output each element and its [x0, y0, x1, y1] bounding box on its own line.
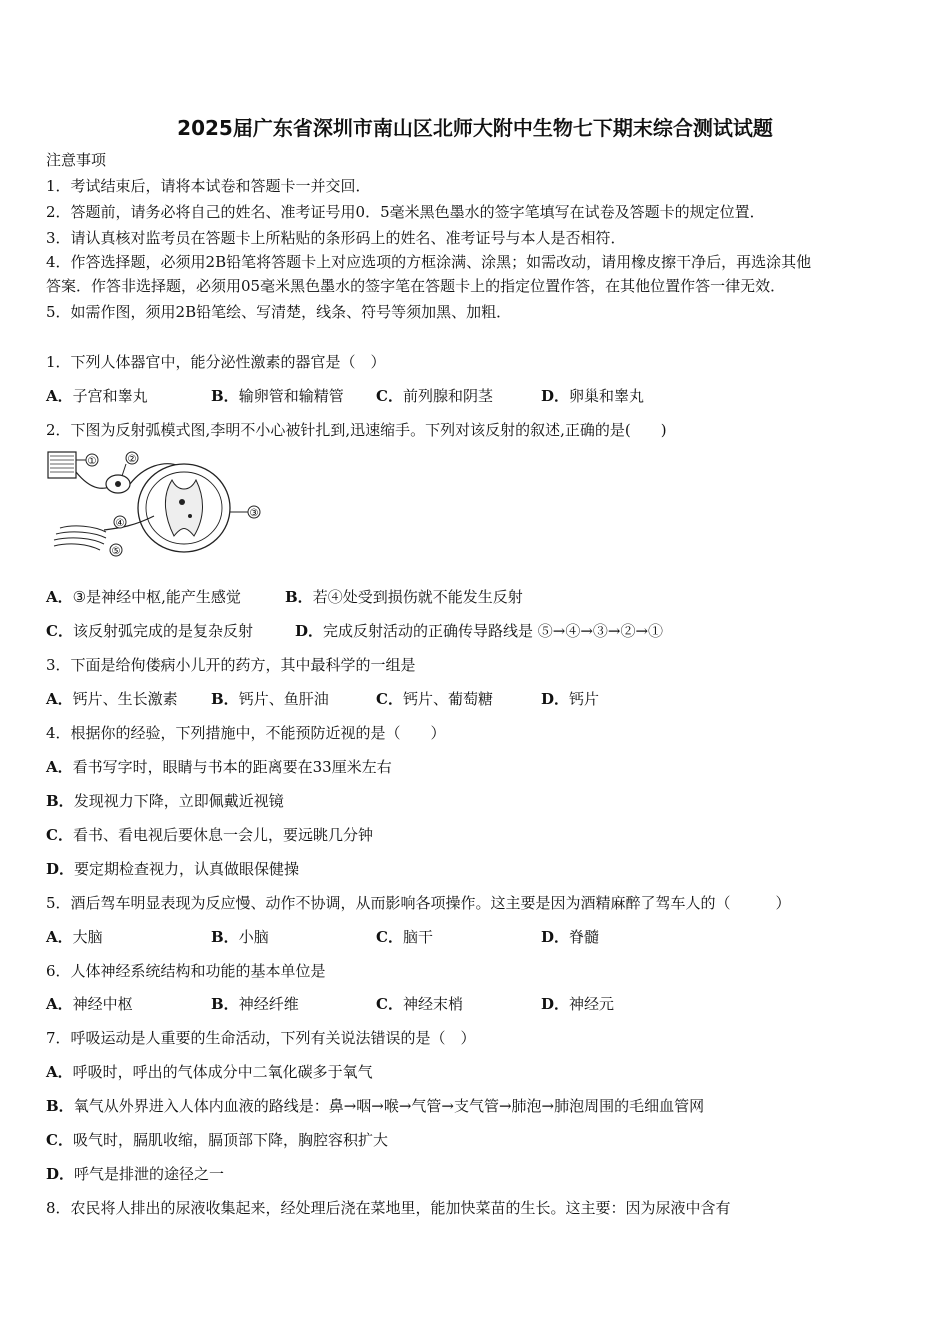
option-text: 输卵管和输精管: [238, 387, 344, 405]
option-label: C．: [46, 826, 73, 844]
question-6-stem: 6．人体神经系统结构和功能的基本单位是: [46, 962, 326, 980]
label-3: ③: [249, 508, 259, 519]
q7-option-b[interactable]: [46, 1096, 704, 1116]
q1-option-d[interactable]: [541, 386, 644, 406]
option-text: 要定期检查视力，认真做眼保健操: [74, 860, 300, 878]
notice-heading: 注意事项: [46, 151, 107, 169]
q7-option-a[interactable]: [46, 1062, 373, 1082]
option-text: 前列腺和阴茎: [402, 387, 493, 405]
option-label: C．: [376, 995, 403, 1013]
question-8-stem: 8．农民将人排出的尿液收集起来，经处理后浇在菜地里，能加快菜苗的生长。这主要：因为尿液中含有: [46, 1199, 731, 1217]
page-title: 2025届广东省深圳市南山区北师大附中生物七下期末综合测试试题: [177, 116, 773, 140]
notice-item: 4．作答选择题，必须用2B铅笔将答题卡上对应选项的方框涂满、涂黑；如需改动，请用橡皮擦干净后，再选涂其他: [46, 253, 812, 271]
option-label: A．: [46, 387, 73, 405]
option-label: A．: [46, 995, 73, 1013]
label-4: ④: [115, 518, 125, 529]
q2-option-b[interactable]: [285, 587, 523, 607]
option-text: 呼吸时，呼出的气体成分中二氧化碳多于氧气: [72, 1063, 373, 1081]
q6-option-b[interactable]: [211, 994, 299, 1014]
option-label: B．: [211, 387, 239, 405]
option-text: 神经中枢: [72, 995, 133, 1013]
q6-option-d[interactable]: [541, 994, 614, 1014]
q4-option-b[interactable]: [46, 791, 284, 811]
notice-item: 1．考试结束后，请将本试卷和答题卡一并交回．: [46, 177, 371, 195]
q2-option-d[interactable]: [295, 621, 663, 641]
q3-option-a[interactable]: [46, 689, 178, 709]
option-label: D．: [541, 690, 570, 708]
option-label: B．: [211, 995, 239, 1013]
option-label: D．: [541, 387, 570, 405]
question-1-stem: 1．下列人体器官中，能分泌性激素的器官是（ ）: [46, 353, 386, 371]
option-label: B．: [285, 588, 313, 606]
option-text: 钙片、鱼肝油: [238, 690, 329, 708]
option-label: B．: [46, 1097, 74, 1115]
option-label: D．: [541, 995, 570, 1013]
option-text: 呼气是排泄的途径之一: [74, 1165, 225, 1183]
q3-option-c[interactable]: [376, 689, 493, 709]
q5-option-a[interactable]: [46, 927, 103, 947]
option-text: 若④处受到损伤就不能发生反射: [312, 588, 523, 606]
reflex-arc-diagram: [44, 446, 274, 564]
q7-option-d[interactable]: [46, 1164, 224, 1184]
option-label: A．: [46, 928, 73, 946]
q3-option-b[interactable]: [211, 689, 329, 709]
option-label: D．: [46, 860, 75, 878]
question-7-stem: 7．呼吸运动是人重要的生命活动，下列有关说法错误的是（ ）: [46, 1029, 476, 1047]
q1-option-a[interactable]: [46, 386, 148, 406]
option-label: D．: [295, 622, 324, 640]
label-2: ②: [127, 454, 137, 465]
option-text: 卵巢和睾丸: [569, 387, 645, 405]
q5-option-c[interactable]: [376, 927, 433, 947]
q2-option-a[interactable]: [46, 587, 241, 607]
option-text: 脑干: [402, 928, 433, 946]
q3-option-d[interactable]: [541, 689, 599, 709]
q4-option-a[interactable]: [46, 757, 392, 777]
label-1: ①: [87, 456, 97, 467]
notice-item: 2．答题前，请务必将自己的姓名、准考证号用0．5毫米黑色墨水的签字笔填写在试卷及答题卡的规定位置．: [46, 203, 765, 221]
notice-item: 3．请认真核对监考员在答题卡上所粘贴的条形码上的姓名、准考证号与本人是否相符．: [46, 229, 626, 247]
q7-option-c[interactable]: [46, 1130, 388, 1150]
q2-option-c[interactable]: [46, 621, 253, 641]
option-text: 神经纤维: [238, 995, 299, 1013]
option-label: C．: [376, 387, 403, 405]
option-label: A．: [46, 758, 73, 776]
option-text: 钙片、葡萄糖: [402, 690, 493, 708]
option-label: D．: [541, 928, 570, 946]
option-text: 该反射弧完成的是复杂反射: [72, 622, 253, 640]
option-text: 氧气从外界进入人体内血液的路线是：鼻→咽→喉→气管→支气管→肺泡→肺泡周围的毛细血管网: [73, 1097, 705, 1115]
notice-item: 5．如需作图，须用2B铅笔绘、写清楚，线条、符号等须加黑、加粗．: [46, 303, 512, 321]
option-text: 完成反射活动的正确传导路线是 ⑤→④→③→②→①: [323, 622, 664, 640]
option-text: 钙片、生长激素: [72, 690, 178, 708]
option-text: 钙片: [569, 690, 600, 708]
q1-option-b[interactable]: [211, 386, 344, 406]
notice-item: 答案．作答非选择题，必须用05毫米黑色墨水的签字笔在答题卡上的指定位置作答，在其他位置作答一律无效．: [46, 277, 786, 295]
q5-option-d[interactable]: [541, 927, 599, 947]
option-label: B．: [211, 928, 239, 946]
option-label: C．: [46, 622, 73, 640]
option-label: A．: [46, 690, 73, 708]
option-label: D．: [46, 1165, 75, 1183]
option-text: 小脑: [238, 928, 269, 946]
q6-option-c[interactable]: [376, 994, 463, 1014]
option-label: B．: [46, 792, 74, 810]
q4-option-d[interactable]: [46, 859, 299, 879]
option-text: 吸气时，膈肌收缩，膈顶部下降，胸腔容积扩大: [72, 1131, 388, 1149]
option-text: 看书、看电视后要休息一会儿，要远眺几分钟: [72, 826, 373, 844]
option-text: 看书写字时，眼睛与书本的距离要在33厘米左右: [72, 758, 392, 776]
option-label: B．: [211, 690, 239, 708]
q5-option-b[interactable]: [211, 927, 269, 947]
option-text: 脊髓: [569, 928, 600, 946]
option-label: C．: [376, 690, 403, 708]
option-text: 发现视力下降，立即佩戴近视镜: [73, 792, 284, 810]
question-4-stem: 4．根据你的经验，下列措施中，不能预防近视的是（ ）: [46, 724, 446, 742]
option-text: 大脑: [72, 928, 103, 946]
question-3-stem: 3．下面是给佝偻病小儿开的药方，其中最科学的一组是: [46, 656, 416, 674]
option-text: 神经元: [569, 995, 615, 1013]
q4-option-c[interactable]: [46, 825, 373, 845]
q1-option-c[interactable]: [376, 386, 493, 406]
question-2-stem: 2．下图为反射弧模式图,李明不小心被针扎到,迅速缩手。下列对该反射的叙述,正确的是( ): [46, 421, 667, 439]
option-label: C．: [376, 928, 403, 946]
label-5: ⑤: [111, 546, 121, 557]
option-text: 神经末梢: [402, 995, 463, 1013]
question-5-stem: 5．酒后驾车明显表现为反应慢、动作不协调，从而影响各项操作。这主要是因为酒精麻醉了驾车人的（ ）: [46, 894, 791, 912]
option-text: 子宫和睾丸: [72, 387, 148, 405]
option-label: A．: [46, 588, 73, 606]
option-text: ③是神经中枢,能产生感觉: [72, 588, 241, 606]
option-label: C．: [46, 1131, 73, 1149]
q6-option-a[interactable]: [46, 994, 133, 1014]
option-label: A．: [46, 1063, 73, 1081]
